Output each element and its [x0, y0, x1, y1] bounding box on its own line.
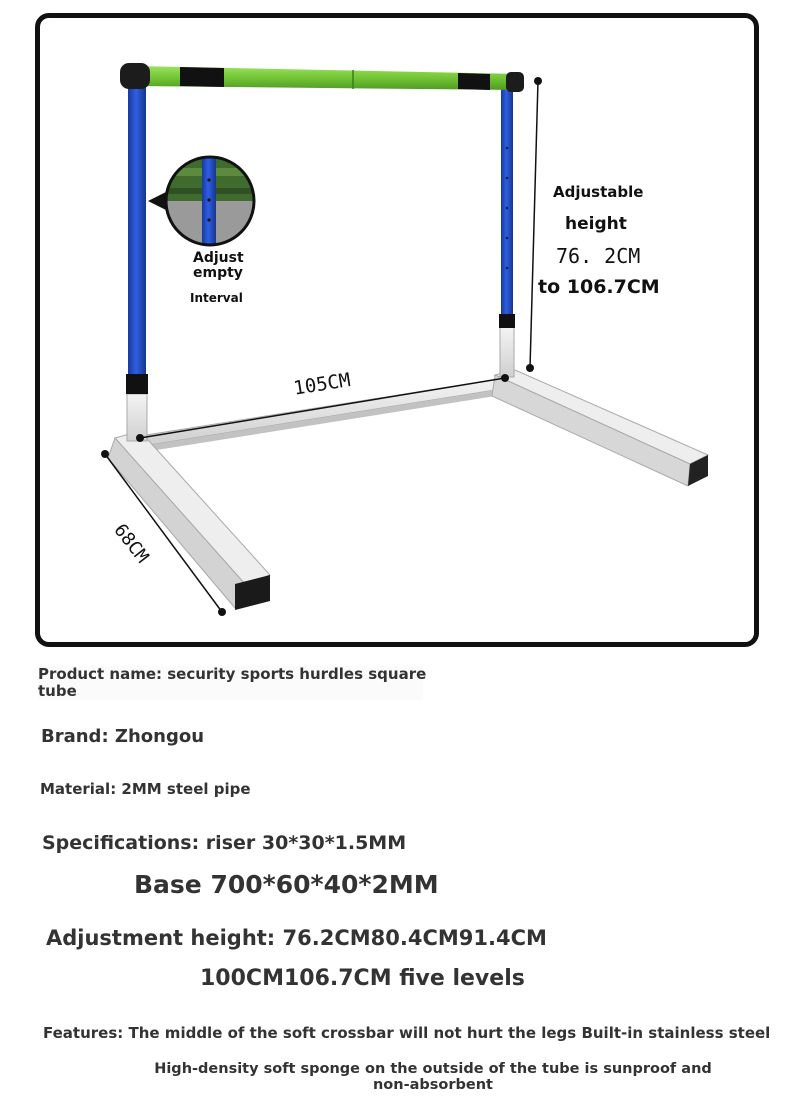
right-post: [499, 88, 515, 377]
base-spec: Base 700*60*40*2MM: [134, 870, 439, 899]
soft-crossbar: [120, 63, 524, 92]
left-post: [126, 84, 148, 441]
brand: Brand: Zhongou: [41, 726, 205, 747]
adjustable-label: Adjustable: [553, 183, 644, 201]
height-max-value: to 106.7CM: [538, 276, 660, 298]
empty-label: empty: [193, 265, 243, 281]
height-dimension-line: [526, 77, 542, 372]
material: Material: 2MM steel pipe: [40, 780, 251, 798]
specifications: Specifications: riser 30*30*1.5MM: [42, 832, 407, 854]
sponge-line2: non-absorbent: [372, 1077, 493, 1093]
product-name-line2: tube: [38, 682, 77, 700]
height-min-value: 76. 2CM: [556, 244, 641, 268]
product-name: [38, 665, 427, 700]
product-image-frame: [35, 13, 759, 647]
features: Features: The middle of the soft crossbar will not hurt the legs Built-in stainless steel: [43, 1024, 771, 1042]
sponge-line1: High-density soft sponge on the outside of the tube is sunproof and: [154, 1061, 712, 1077]
adjustment-height: Adjustment height: 76.2CM80.4CM91.4CM: [46, 926, 547, 950]
left-base-foot: [108, 431, 270, 610]
adjust-interval-detail: [148, 157, 254, 245]
adjust-label: Adjust: [193, 250, 244, 266]
right-base-foot: [492, 370, 708, 486]
sponge-description: [148, 1061, 718, 1093]
width-value: 105CM: [292, 369, 352, 400]
height-levels: 100CM106.7CM five levels: [200, 966, 525, 991]
product-name-line1: Product name: security sports hurdles square: [38, 665, 427, 683]
interval-label: Interval: [190, 291, 243, 305]
height-label: height: [565, 214, 627, 234]
depth-value: 68CM: [109, 520, 153, 568]
